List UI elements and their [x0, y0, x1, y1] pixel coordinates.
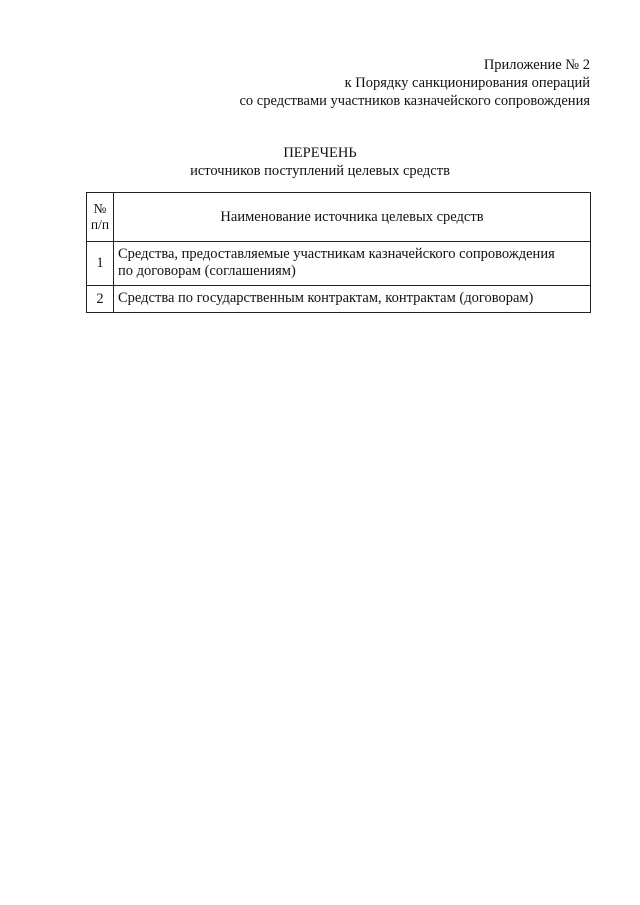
row-source-name-line: Средства по государственным контрактам, контрактам (договорам)	[118, 290, 534, 306]
appendix-reference	[240, 56, 591, 110]
table-header-row	[87, 193, 591, 242]
row-number: 2	[87, 286, 114, 313]
row-number: 1	[87, 242, 114, 286]
row-source-name-line: Средства, предоставляемые участникам казначейского сопровождения	[118, 246, 555, 262]
document-title: ПЕРЕЧЕНЬ	[283, 145, 357, 161]
appendix-operations-line: со средствами участников казначейского сопровождения	[239, 93, 590, 109]
header-source-name: Наименование источника целевых средств	[114, 193, 591, 242]
row-source-name-line: по договорам (соглашениям)	[118, 263, 296, 279]
row-source-name	[114, 286, 591, 313]
table-row	[87, 286, 591, 313]
row-source-name	[114, 242, 591, 286]
appendix-order-line: к Порядку санкционирования операций	[344, 75, 590, 91]
document-subtitle: источников поступлений целевых средств	[190, 163, 450, 179]
table-row	[87, 242, 591, 286]
document-heading	[0, 144, 640, 180]
header-number	[87, 193, 114, 242]
header-number-symbol: №	[93, 201, 107, 216]
appendix-number: Приложение № 2	[483, 57, 590, 73]
header-number-abbrev: п/п	[90, 217, 110, 232]
sources-table	[86, 192, 591, 313]
